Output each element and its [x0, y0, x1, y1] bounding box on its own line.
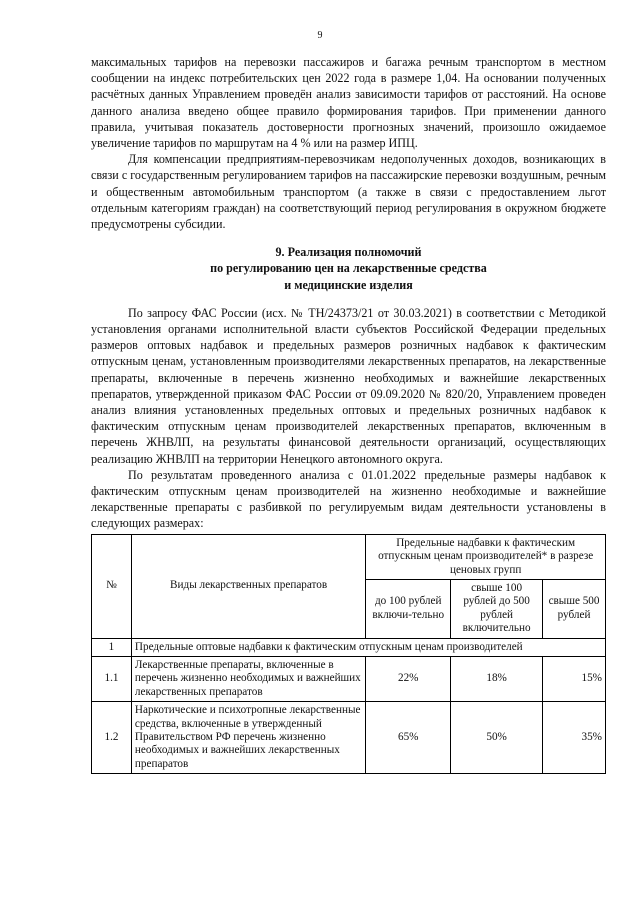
table-row	[92, 702, 606, 774]
markup-table	[91, 534, 606, 775]
header-group-1: до 100 рублей включи-тельно	[366, 579, 451, 638]
row-value-group-3: 35%	[543, 702, 606, 774]
section-number: 1	[92, 638, 132, 656]
row-value-group-2: 50%	[451, 702, 543, 774]
section-heading-line-1: 9. Реализация полномочий	[275, 245, 422, 260]
paragraph-fas-request: По запросу ФАС России (исх. № ТН/24373/21 от 30.03.2021) в соответствии с Методикой установления органами исполнительной власти субъектов Российской Федерации предельных размеров оптовых надбавок и предельных размеров розничных надбавок к фактическим отпускным ценам, установленным производителями лекарственных препаратов, на лекарственные препараты, включенные в перечень жизненно необходимых и важнейшие лекарственных препаратов, утвержденной приказом ФАС России от 09.09.2020 № 820/20, Управлением проведен анализ влияния установленных предельных оптовых и предельных розничных надбавок к фактическим отпускным ценам производителей лекарственных препаратов, включенным в перечень ЖНВЛП, на результаты финансовой деятельности организаций, осуществляющих реализацию ЖНВЛП на территории Ненецкого автономного округа.	[91, 305, 606, 466]
header-group-3: свыше 500 рублей	[543, 579, 606, 638]
section-heading-line-3: и медицинские изделия	[284, 277, 413, 292]
section-heading-line-2: по регулированию цен на лекарственные средства	[210, 261, 487, 276]
section-title: Предельные оптовые надбавки к фактическим отпускным ценам производителей	[131, 638, 605, 656]
row-value-group-1: 22%	[366, 656, 451, 701]
row-number: 1.1	[92, 656, 132, 701]
header-drug-types: Виды лекарственных препаратов	[131, 534, 365, 638]
header-group-2: свыше 100 рублей до 500 рублей включительно	[451, 579, 543, 638]
paragraph-tariffs: максимальных тарифов на перевозки пассажиров и багажа речным транспортом в местном сообщении на индекс потребительских цен 2022 года в размере 1,04. На основании полученных расчётных данных Управлением проведён анализ зависимости тарифов от расстояний. На основе данного анализа введено общее правило формирования тарифов. При применении данного правила, учитывая показатель достоверности прогнозных значений, произошло ожидаемое увеличение тарифов по маршрутам на 4 % или на размер ИПЦ.	[91, 55, 606, 151]
row-drug-type: Наркотические и психотропные лекарственные средства, включенные в утвержденный Правительством РФ перечень жизненно необходимых и важнейших лекарственных препаратов	[131, 702, 365, 774]
header-number: №	[92, 534, 132, 638]
document-body	[91, 54, 606, 774]
table-section-row	[92, 638, 606, 656]
page-number: 9	[317, 30, 323, 41]
paragraph-subsidies: Для компенсации предприятиям-перевозчикам недополученных доходов, возникающих в связи с государственным регулированием тарифов на пассажирские перевозки воздушным, речным и общественным автомобильным транспортом (а также в связи с предоставлением льгот отдельным категориям граждан) на соответствующий период регулирования в окружном бюджете предусмотрены субсидии.	[91, 152, 606, 232]
row-drug-type: Лекарственные препараты, включенные в перечень жизненно необходимых и важнейших лекарственных препаратов	[131, 656, 365, 701]
table-row	[92, 656, 606, 701]
paragraph-analysis-results: По результатам проведенного анализа с 01.01.2022 предельные размеры надбавок к фактическим отпускным ценам производителей на жизненно необходимые и важнейшие лекарственные препараты с разбивкой по регулируемым видам деятельности установлены в следующих размерах:	[91, 467, 606, 531]
table-header-row	[92, 534, 606, 579]
row-value-group-2: 18%	[451, 656, 543, 701]
row-number: 1.2	[92, 702, 132, 774]
header-price-groups: Предельные надбавки к фактическим отпускным ценам производителей* в разрезе ценовых групп	[366, 534, 606, 579]
section-heading	[91, 244, 606, 293]
row-value-group-1: 65%	[366, 702, 451, 774]
row-value-group-3: 15%	[543, 656, 606, 701]
